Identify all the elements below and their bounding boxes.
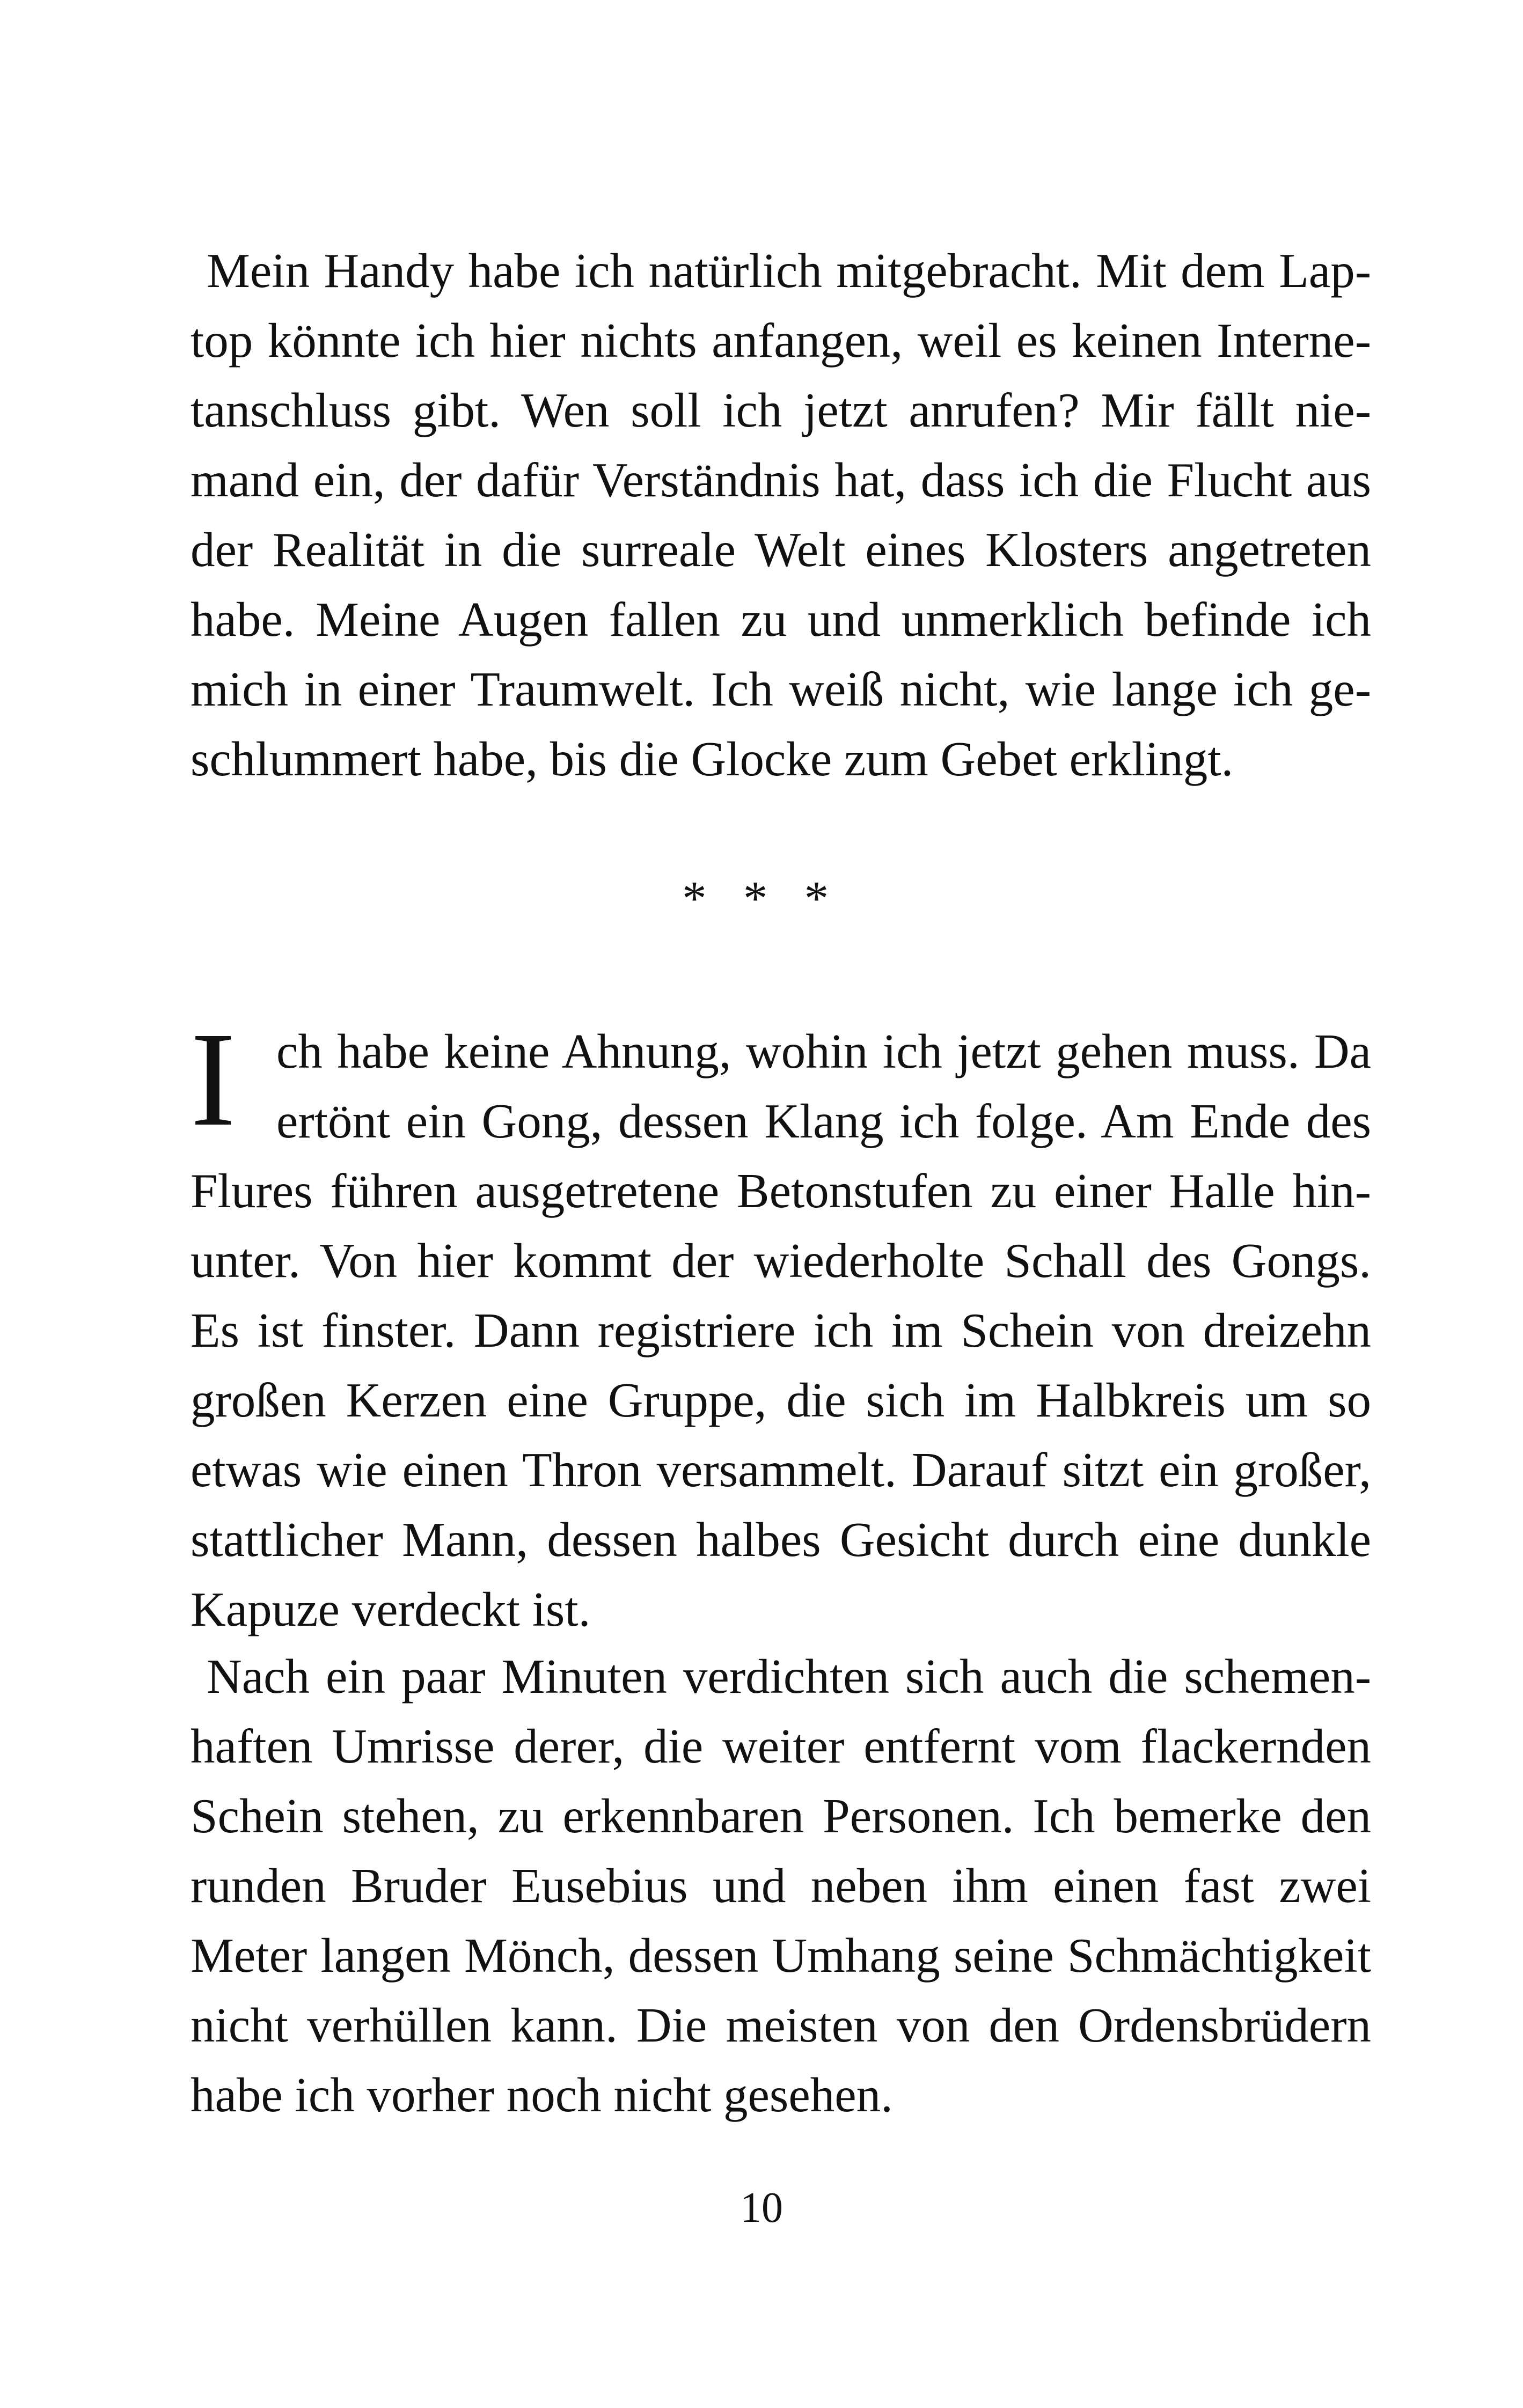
text-line: top könnte ich hier nichts anfangen, weil es keinen Interne- [191, 313, 1371, 368]
text-line: mich in einer Traumwelt. Ich weiß nicht, wie lange ich ge- [191, 662, 1371, 716]
text-line: habe. Meine Augen fallen zu und unmerklich befinde ich [191, 592, 1371, 647]
text-line: unter. Von hier kommt der wiederholte Schall des Gongs. [191, 1234, 1371, 1288]
paragraph-3 [191, 1642, 1371, 2130]
text-line: mand ein, der dafür Verständnis hat, dass ich die Flucht aus [191, 453, 1371, 507]
text-line: Es ist finster. Dann registriere ich im Schein von dreizehn [191, 1303, 1371, 1357]
page-number: 10 [740, 2184, 783, 2231]
text-line: der Realität in die surreale Welt eines Klosters angetreten [191, 523, 1371, 577]
text-line: großen Kerzen eine Gruppe, die sich im Halbkreis um so [191, 1373, 1371, 1427]
text-line: Schein stehen, zu erkennbaren Personen. Ich bemerke den [191, 1789, 1371, 1843]
text-line: haften Umrisse derer, die weiter entfernt vom flackernden [191, 1719, 1371, 1773]
text-line: stattlicher Mann, dessen halbes Gesicht durch eine dunkle [191, 1513, 1371, 1567]
drop-cap: I [191, 1004, 236, 1154]
text-line: Kapuze verdeckt ist. [191, 1582, 591, 1636]
text-line: nicht verhüllen kann. Die meisten von den Ordensbrüdern [191, 1998, 1371, 2052]
text-line: Meter langen Mönch, dessen Umhang seine Schmächtigkeit [191, 1928, 1371, 1983]
text-line: Nach ein paar Minuten verdichten sich auch die schemen- [207, 1649, 1371, 1704]
text-line: Flures führen ausgetretene Betonstufen zu einer Halle hin- [191, 1164, 1371, 1218]
text-line: etwas wie einen Thron versammelt. Darauf sitzt ein großer, [191, 1443, 1371, 1497]
text-line: ertönt ein Gong, dessen Klang ich folge. Am Ende des [276, 1094, 1371, 1148]
text-line: tanschluss gibt. Wen soll ich jetzt anrufen? Mir fällt nie- [191, 383, 1371, 437]
text-line: Mein Handy habe ich natürlich mitgebracht. Mit dem Lap- [207, 244, 1371, 298]
text-line: ch habe keine Ahnung, wohin ich jetzt gehen muss. Da [276, 1024, 1371, 1078]
paragraph-2 [191, 1004, 1371, 1645]
text-line: habe ich vorher noch nicht gesehen. [191, 2068, 893, 2122]
text-line: schlummert habe, bis die Glocke zum Gebet erklingt. [191, 732, 1234, 786]
text-line: runden Bruder Eusebius und neben ihm einen fast zwei [191, 1859, 1371, 1913]
scene-break: * * * [682, 871, 841, 926]
paragraph-1 [191, 236, 1371, 794]
